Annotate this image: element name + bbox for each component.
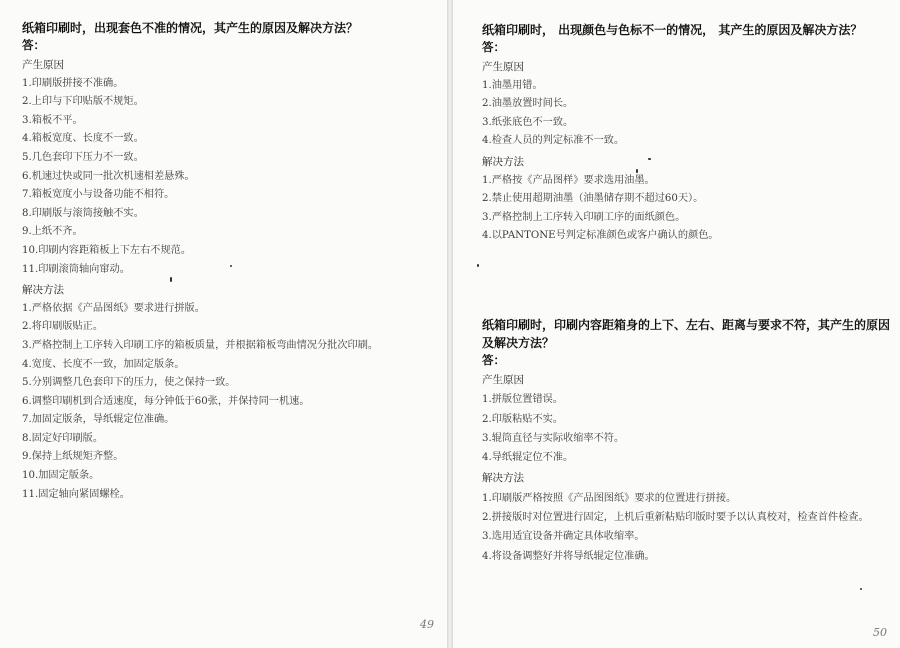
- list-item: 11.固定轴向紧固螺栓。: [22, 488, 130, 500]
- scan-speck: [636, 169, 638, 173]
- section-title: 纸箱印刷时，印刷内容距箱身的上下、左右、距离与要求不符，其产生的原因及解决方法？: [482, 318, 891, 350]
- list-item: 2.拼接版时对位置进行固定，上机后重新粘贴印版时要予以认真校对，检查首件检查。: [482, 512, 869, 524]
- solutions-heading: 解决方法: [482, 472, 524, 485]
- answer-label: 答：: [22, 38, 45, 52]
- misregistration-section: [22, 20, 437, 504]
- list-item: 9.保持上纸规矩齐整。: [22, 451, 124, 463]
- list-item: 3.严格控制上工序转入印刷工序的面纸颜色。: [482, 211, 686, 223]
- list-item: 5.几色套印下压力不一致。: [22, 151, 144, 163]
- scan-speck: [477, 264, 479, 267]
- list-item: 6.机速过快或同一批次机速相差悬殊。: [22, 170, 195, 182]
- list-item: 3.选用适宜设备并确定具体收缩率。: [482, 531, 645, 543]
- list-item: 8.印刷版与滚筒接触不实。: [22, 207, 144, 219]
- causes-list: [482, 77, 892, 151]
- list-item: 4.检查人员的判定标准不一致。: [482, 135, 625, 147]
- list-item: 2.将印刷版贴正。: [22, 321, 104, 333]
- page-number: 49: [420, 618, 434, 631]
- list-item: 5.分别调整几色套印下的压力，使之保持一致。: [22, 377, 236, 389]
- list-item: 4.宽度、长度不一致，加固定版条。: [22, 358, 185, 370]
- solutions-list: [22, 300, 437, 505]
- list-item: 1.严格依据《产品图纸》要求进行拼版。: [22, 302, 205, 314]
- solutions-list: [482, 489, 894, 566]
- causes-heading: 产生原因: [482, 374, 524, 386]
- list-item: 9.上纸不齐。: [22, 226, 83, 238]
- scan-speck: [860, 588, 862, 590]
- list-item: 2.禁止使用超期油墨（油墨储存期不超过60天）。: [482, 193, 704, 205]
- solutions-heading: 解决方法: [482, 155, 524, 168]
- list-item: 2.上印与下印贴版不规矩。: [22, 96, 144, 108]
- list-item: 7.箱板宽度小与设备功能不相符。: [22, 189, 175, 201]
- list-item: 4.将设备调整好并将导纸辊定位准确。: [482, 550, 655, 562]
- color-mismatch-section: [482, 22, 892, 246]
- scan-speck: [230, 265, 232, 267]
- answer-label: 答：: [482, 40, 505, 54]
- list-item: 4.以PANTONE号判定标准颜色或客户确认的颜色。: [482, 230, 719, 242]
- solutions-list: [482, 172, 892, 246]
- list-item: 2.油墨放置时间长。: [482, 98, 574, 110]
- answer-label: 答：: [482, 353, 505, 367]
- list-item: 10.印刷内容距箱板上下左右不规范。: [22, 244, 192, 256]
- list-item: 1.拼版位置错误。: [482, 394, 564, 406]
- list-item: 4.导纸辊定位不准。: [482, 452, 574, 464]
- list-item: 2.印版粘贴不实。: [482, 413, 564, 425]
- list-item: 3.辊筒直径与实际收缩率不符。: [482, 432, 625, 444]
- right-page: [453, 0, 900, 648]
- causes-list: [482, 390, 894, 467]
- list-item: 3.纸张底色不一致。: [482, 116, 574, 128]
- list-item: 1.印刷版拼接不准确。: [22, 77, 124, 89]
- list-item: 1.严格按《产品图样》要求选用油墨。: [482, 174, 655, 186]
- list-item: 8.固定好印刷版。: [22, 432, 104, 444]
- list-item: 1.印刷版严格按照《产品图图纸》要求的位置进行拼接。: [482, 492, 737, 504]
- causes-heading: 产生原因: [482, 61, 524, 73]
- scan-speck: [648, 158, 651, 160]
- list-item: 10.加固定版条。: [22, 470, 100, 482]
- solutions-heading: 解决方法: [22, 284, 64, 297]
- position-deviation-section: [482, 316, 894, 566]
- list-item: 3.箱板不平。: [22, 114, 83, 126]
- section-title: 纸箱印刷时，出现套色不准的情况，其产生的原因及解决方法？: [22, 21, 359, 35]
- list-item: 4.箱板宽度、长度不一致。: [22, 133, 144, 145]
- list-item: 11.印刷滚筒轴向窜动。: [22, 263, 130, 275]
- list-item: 1.油墨用错。: [482, 79, 543, 91]
- list-item: 6.调整印刷机到合适速度，每分钟低于60张，并保持同一机速。: [22, 395, 310, 407]
- causes-list: [22, 75, 437, 280]
- scan-speck: [170, 277, 172, 282]
- list-item: 7.加固定版条，导纸辊定位准确。: [22, 414, 175, 426]
- list-item: 3.严格控制上工序转入印刷工序的箱板质量，并根据箱板弯曲情况分批次印刷。: [22, 339, 379, 351]
- left-page: [0, 0, 447, 648]
- section-title: 纸箱印刷时， 出现颜色与色标不一的情况， 其产生的原因及解决方法？: [482, 23, 863, 37]
- page-number: 50: [873, 626, 887, 639]
- causes-heading: 产生原因: [22, 59, 64, 71]
